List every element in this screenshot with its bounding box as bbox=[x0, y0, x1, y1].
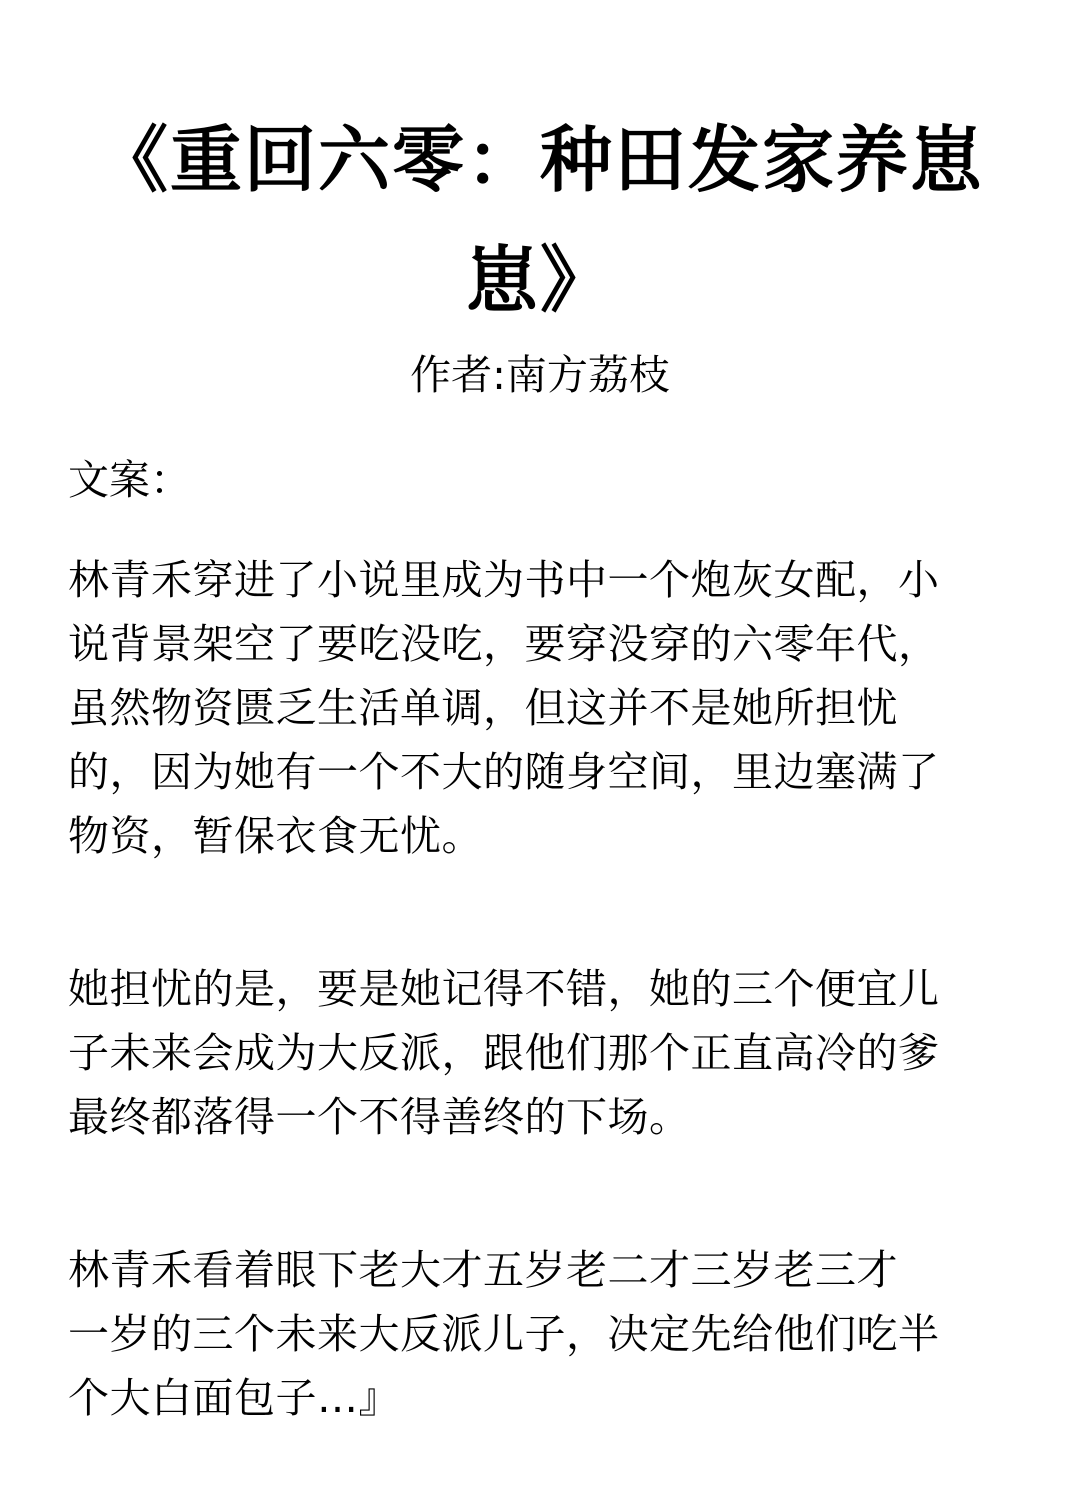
paragraph-line: 说背景架空了要吃没吃，要穿没穿的六零年代， bbox=[68, 620, 940, 668]
paragraph-line: 林青禾看着眼下老大才五岁老二才三岁老三才 bbox=[68, 1246, 898, 1294]
paragraph-line: 个大白面包子…』 bbox=[68, 1374, 400, 1422]
book-title-line: 《重回六零：种田发家养崽 bbox=[95, 118, 984, 202]
paragraph-line: 她担忧的是，要是她记得不错，她的三个便宜儿 bbox=[68, 965, 940, 1013]
synopsis-paragraph bbox=[68, 957, 1018, 1149]
paragraph-line: 子未来会成为大反派，跟他们那个正直高冷的爹 bbox=[68, 1029, 940, 1077]
paragraph-line: 的，因为她有一个不大的随身空间，里边塞满了 bbox=[68, 748, 940, 796]
paragraph-line: 最终都落得一个不得善终的下场。 bbox=[68, 1093, 691, 1141]
synopsis-label: 文案： bbox=[68, 456, 191, 504]
paragraph-line: 虽然物资匮乏生活单调，但这并不是她所担忧 bbox=[68, 684, 898, 732]
paragraph-line: 物资，暂保衣食无忧。 bbox=[68, 812, 483, 860]
synopsis-paragraph bbox=[68, 548, 1018, 868]
paragraph-line: 林青禾穿进了小说里成为书中一个炮灰女配，小 bbox=[68, 556, 940, 604]
author-line: 作者:南方荔枝 bbox=[410, 351, 670, 399]
synopsis-paragraph bbox=[68, 1238, 1018, 1430]
paragraph-line: 一岁的三个未来大反派儿子，决定先给他们吃半 bbox=[68, 1310, 940, 1358]
book-title bbox=[60, 100, 1020, 340]
book-title-line: 崽》 bbox=[465, 238, 614, 322]
